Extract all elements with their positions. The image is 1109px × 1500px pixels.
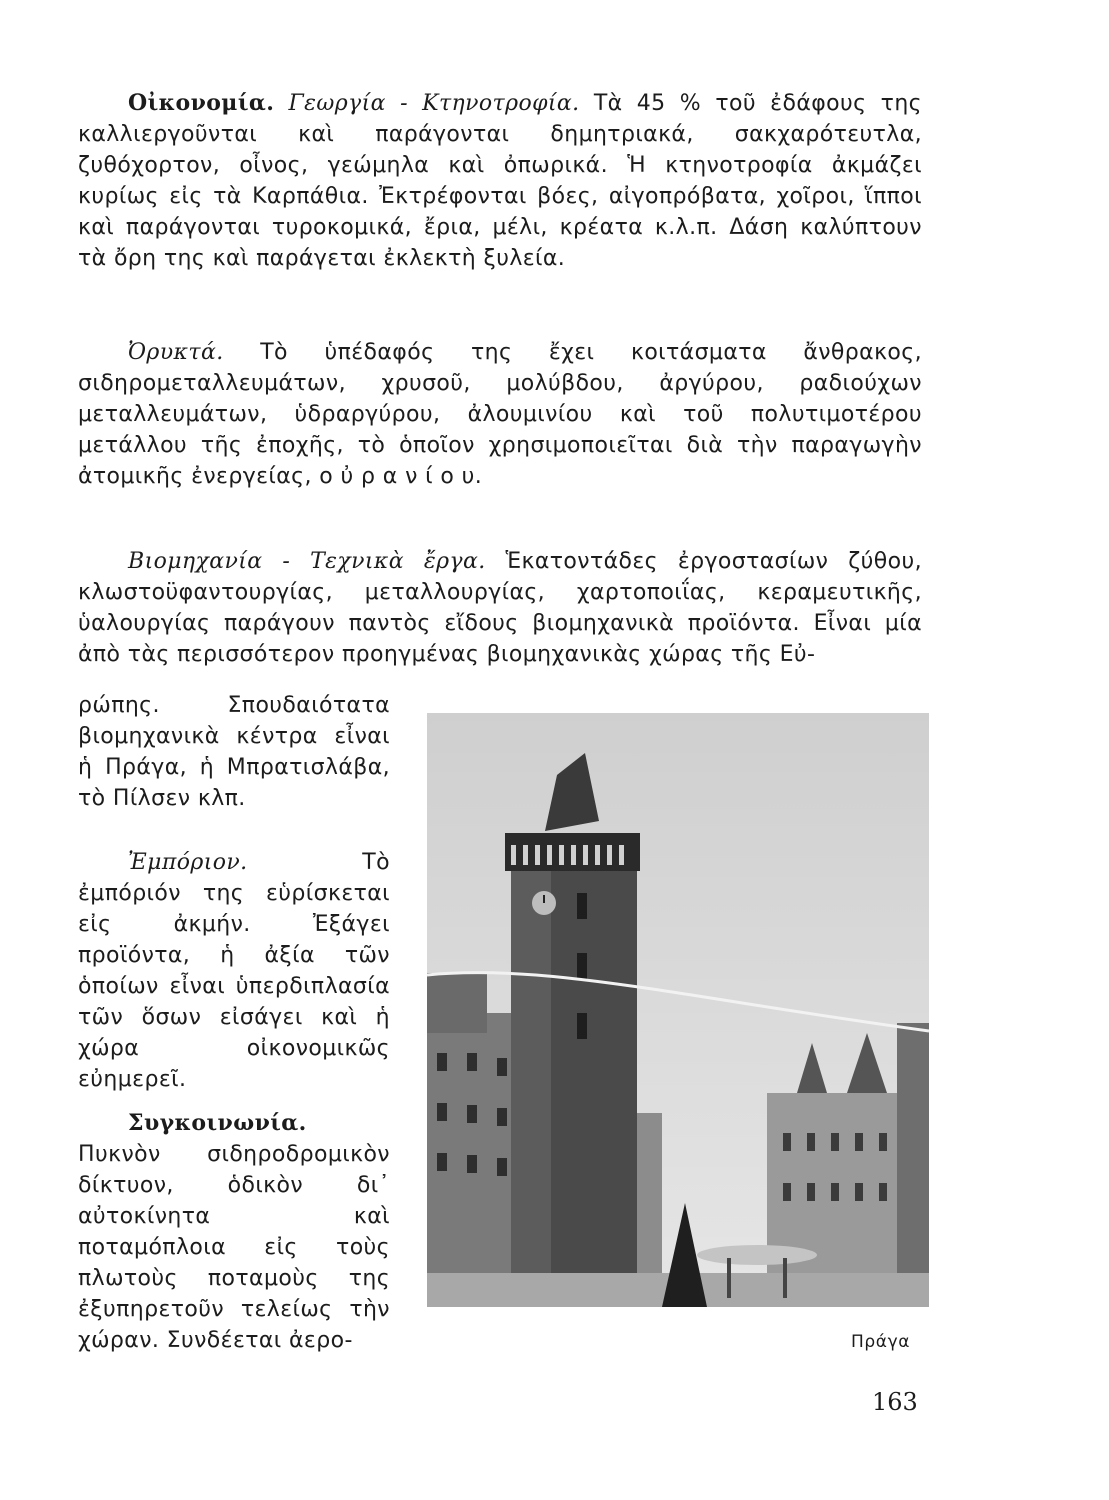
subheading-agriculture: Γεωργία - Κτηνοτροφία. [288, 91, 580, 116]
paragraph-economy [78, 88, 922, 274]
minerals-text: Τὸ ὑπέδαφός της ἔχει κοιτάσματα ἄνθρακος, σιδηρομεταλλευμάτων, χρυσοῦ, μολύβδου, ἀργύρου, ραδιούχων μεταλλευμάτων, ὑδραργύρου, ἀλουμινίου καὶ τοῦ πολυτιμοτέρου μετάλλου τῆς ἐποχῆς, τὸ ὁποῖον χρησιμοποιεῖται διὰ τὴν παραγωγὴν ἀτομικῆς ἐνεργείας, ο ὐ ρ α ν ί ο υ. [78, 340, 922, 489]
page-number: 163 [872, 1388, 918, 1416]
paragraph-industry [78, 546, 922, 670]
heading-minerals: Ὀρυκτά. [128, 340, 224, 365]
economy-text: Τὰ 45 % τοῦ ἐδάφους της καλλιεργοῦνται καὶ παράγονται δημητριακά, σακχαρότευτλα, ζυθόχορτον, οἶνος, γεώμηλα καὶ ὀπωρικά. Ἡ κτηνοτροφία ἀκμάζει κυρίως εἰς τὰ Καρπάθια. Ἐκτρέφονται βόες, αἰγοπρόβατα, χοῖροι, ἵπποι καὶ παράγονται τυροκομικά, ἔρια, μέλι, κρέατα κ.λ.π. Δάση καλύπτουν τὰ ὄρη της καὶ παράγεται ἐκλεκτὴ ξυλεία. [78, 91, 922, 271]
paragraph-transport [78, 1108, 390, 1356]
industry-text: Ἑκατοντάδες ἐργοστασίων ζύθου, κλωστοϋφαντουργίας, μεταλλουργίας, χαρτοποιΐας, κεραμευτικῆς, ὑαλουργίας παράγουν παντὸς εἴδους βιομηχανικὰ προϊόντα. Εἶναι μία ἀπὸ τὰς περισσότερον προηγμένας βιομηχανικὰς χώρας τῆς Εὐ- [78, 549, 922, 667]
heading-transport: Συγκοινωνία. [128, 1110, 307, 1136]
trade-text: Τὸ ἐμπόριόν της εὑρίσκεται εἰς ἀκμήν. Ἐξάγει προϊόντα, ἡ ἀξία τῶν ὁποίων εἶναι ὑπερδιπλασία τῶν ὅσων εἰσάγει καὶ ἡ χώρα οἰκονομικῶς εὐημερεῖ. [78, 850, 390, 1092]
heading-industry: Βιομηχανία - Τεχνικὰ ἔργα. [128, 549, 486, 574]
prague-old-town-illustration [427, 713, 929, 1307]
photo-caption: Πράγα [851, 1332, 911, 1352]
heading-economy: Οἰκονομία. [128, 90, 275, 116]
paragraph-minerals [78, 337, 922, 492]
transport-text: Πυκνὸν σιδηροδρομικὸν δίκτυον, ὁδικὸν δι᾿ αὐτοκίνητα καὶ ποταμόπλοια εἰς τοὺς πλωτοὺς ποταμοὺς της ἐξυπηρετοῦν τελείως τὴν χώραν. Συνδέεται ἀερο- [78, 1142, 390, 1353]
paragraph-trade [78, 847, 390, 1095]
heading-trade: Ἐμπόριον. [128, 850, 248, 875]
paragraph-industry-continued: ρώπης. Σπουδαιότατα βιομηχανικὰ κέντρα εἶναι ἡ Πράγα, ἡ Μπρατισλάβα, τὸ Πίλσεν κλπ. [78, 693, 390, 811]
prague-photo [427, 713, 929, 1307]
